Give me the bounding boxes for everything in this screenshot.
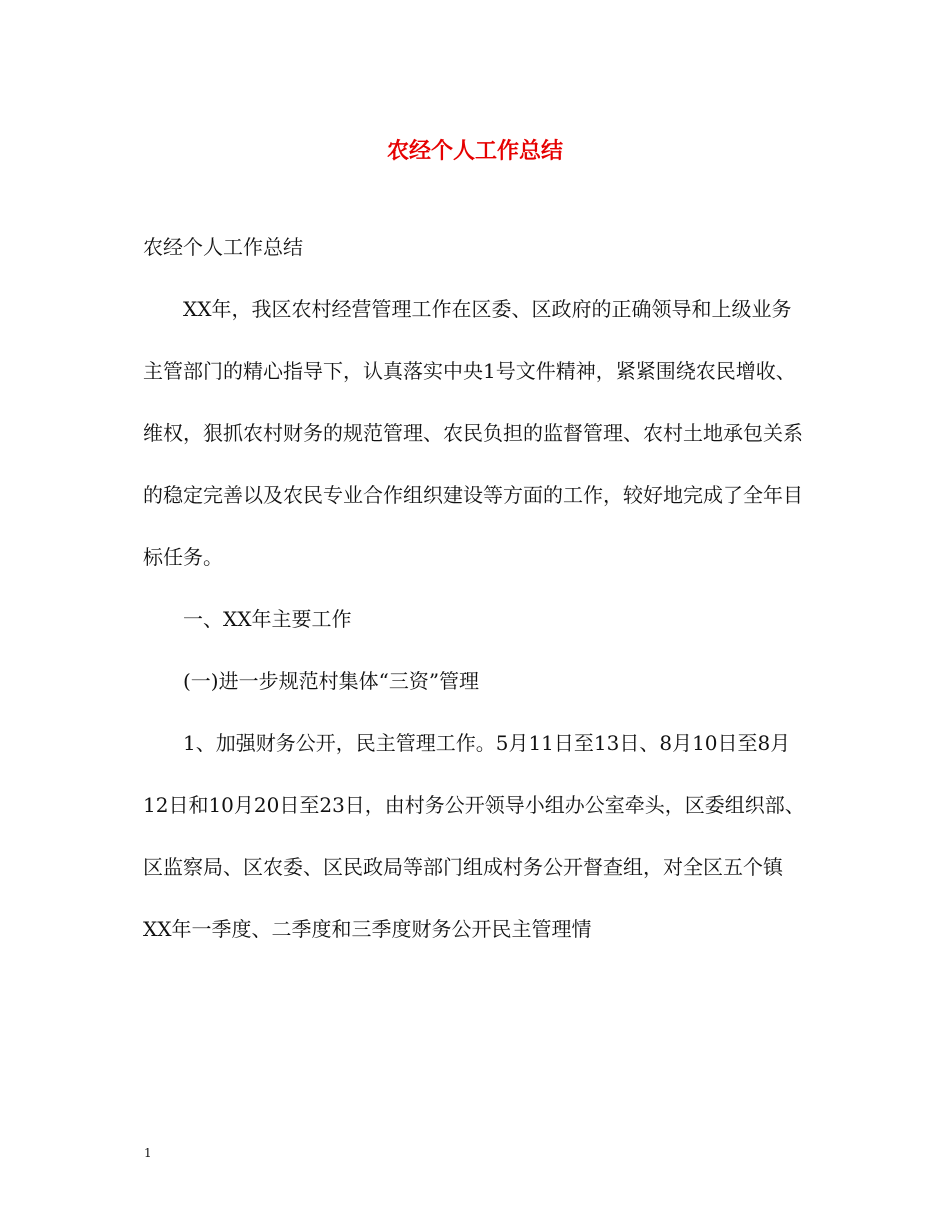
subsection-heading-three-assets: (一)进一步规范村集体“三资”管理 xyxy=(183,669,480,693)
paragraph-financial-disclosure: 1、加强财务公开，民主管理工作。5月11日至13日、8月10日至8月12日和10月20日至23日，由村务公开领导小组办公室牵头，区委组织部、区监察局、区农委、区民政局等部门组成村务公开督查组，对全区五个镇XX年一季度、二季度和三季度财务公开民主管理情 xyxy=(143,731,805,941)
page-number: 1 xyxy=(144,1146,152,1160)
document-title: 农经个人工作总结 xyxy=(386,138,563,164)
paragraph-intro: XX年，我区农村经营管理工作在区委、区政府的正确领导和上级业务主管部门的精心指导下，认真落实中央1号文件精神，紧紧围绕农民增收、维权，狠抓农村财务的规范管理、农民负担的监督管理、农村土地承包关系的稳定完善以及农民专业合作组织建设等方面的工作，较好地完成了全年目标任务。 xyxy=(143,297,803,569)
document-subtitle: 农经个人工作总结 xyxy=(143,235,303,259)
document-body xyxy=(143,216,807,960)
section-heading-main-work: 一、XX年主要工作 xyxy=(183,607,352,631)
